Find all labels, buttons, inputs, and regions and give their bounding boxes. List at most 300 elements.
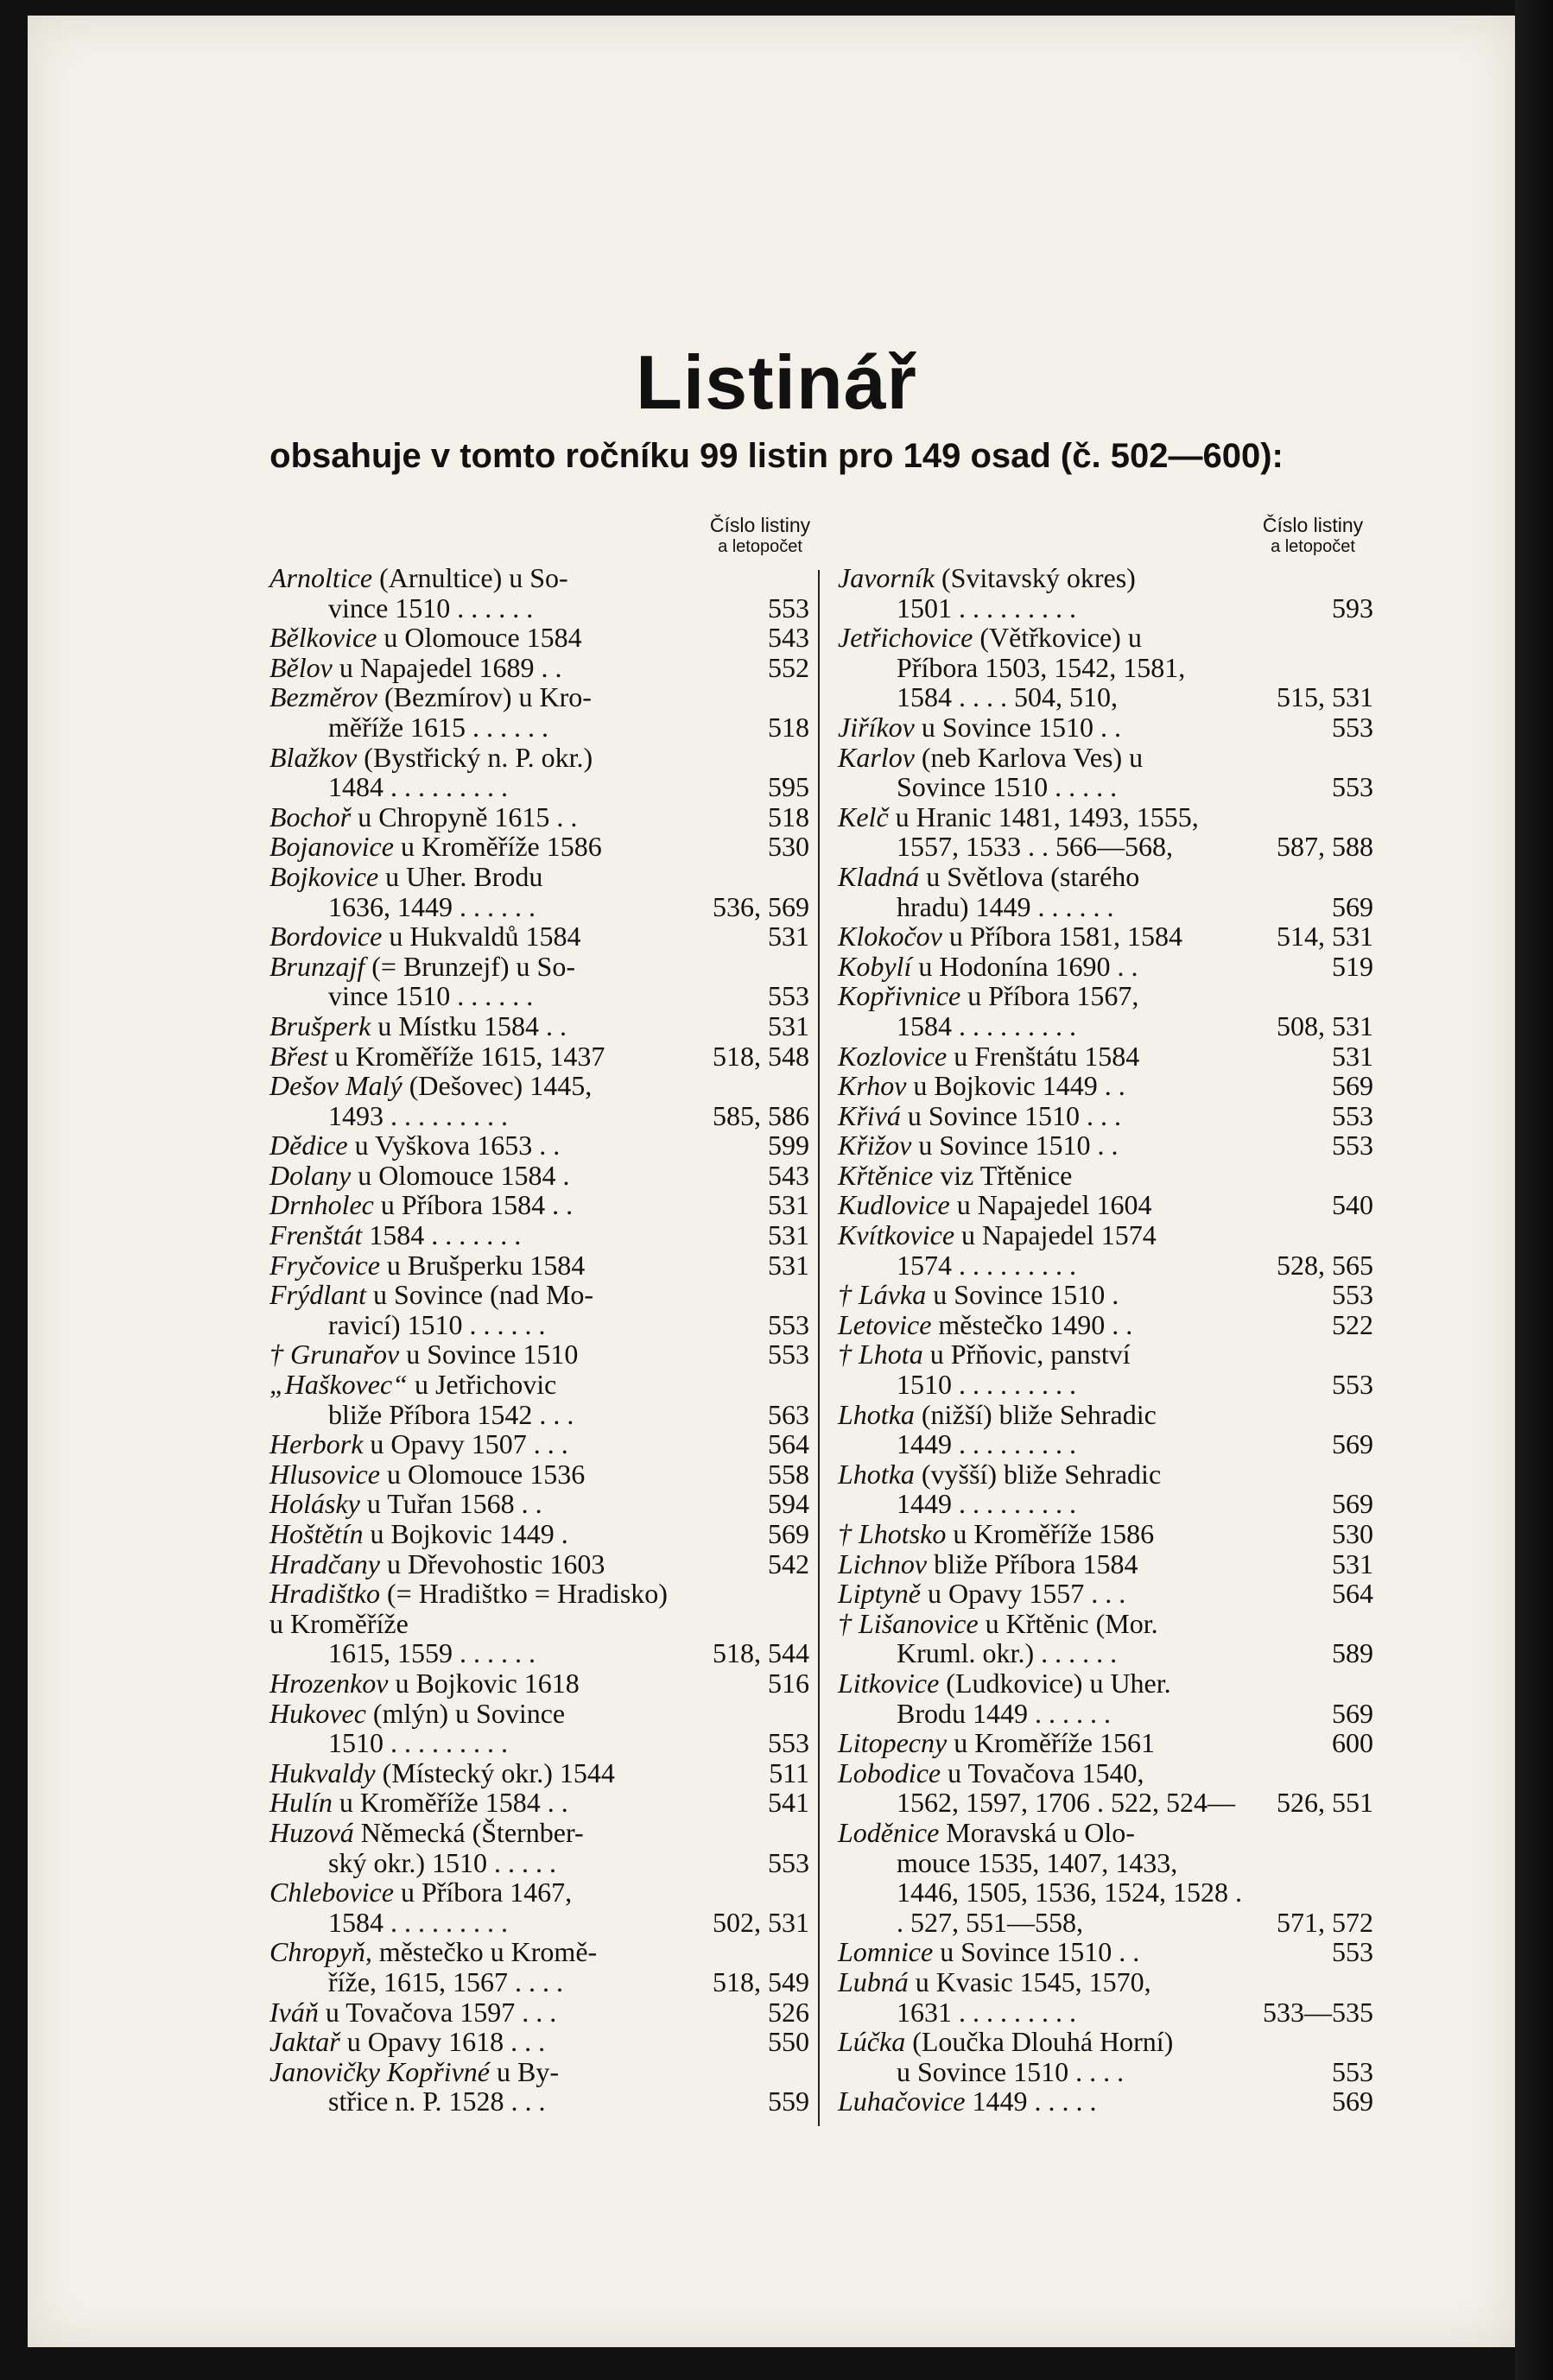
entry-continuation: 1562, 1597, 1706 . 522, 524— <box>897 1787 1235 1819</box>
index-entry <box>838 2027 1373 2086</box>
entry-text <box>269 2057 809 2087</box>
document-number: 515, 531 <box>1277 681 1373 713</box>
entry-description: u Tuřan 1568 . . <box>359 1488 542 1520</box>
document-number: 599 <box>768 1130 809 1162</box>
document-number: 564 <box>1332 1578 1373 1610</box>
index-entry <box>838 1400 1373 1459</box>
entry-continuation: 1631 . . . . . . . . . <box>897 1996 1076 2028</box>
index-entry <box>838 2086 1373 2117</box>
document-number: 542 <box>768 1548 809 1579</box>
index-entry <box>838 623 1373 712</box>
entry-description: (nižší) bliže Sehradic <box>914 1398 1157 1430</box>
entry-description: u Opavy 1507 . . . <box>363 1428 568 1460</box>
entry-description: (mlýn) u Sovince <box>365 1697 566 1729</box>
index-entry <box>269 1937 809 1997</box>
entry-description: u Přňovic, panství <box>922 1339 1131 1370</box>
entry-description: 1449 . . . . . <box>965 2086 1097 2117</box>
document-number: 585, 586 <box>713 1099 809 1131</box>
place-name: Fryčovice <box>269 1249 380 1281</box>
left-header-line2: a letopočet <box>718 537 802 556</box>
document-number: 550 <box>768 2026 809 2058</box>
index-entry <box>269 1429 809 1459</box>
right-column <box>838 563 1373 2117</box>
entry-text <box>269 1161 809 1191</box>
index-entry <box>269 1699 809 1758</box>
entry-text <box>269 1877 809 1908</box>
entry-description: městečko 1490 . . <box>931 1308 1133 1340</box>
document-number: 569 <box>768 1518 809 1549</box>
index-entry <box>838 1459 1373 1519</box>
column-divider <box>818 570 820 2126</box>
entry-text <box>269 802 809 832</box>
place-name: Jiříkov <box>838 711 915 743</box>
document-number: 518, 544 <box>713 1637 809 1669</box>
place-name: † Lávka <box>838 1279 927 1311</box>
index-entry <box>269 1758 809 1788</box>
document-number: 569 <box>1332 1070 1373 1102</box>
place-name: Břest <box>269 1040 328 1072</box>
index-entry <box>269 1220 809 1250</box>
entry-text <box>838 1161 1373 1191</box>
entry-description: bliže Příbora 1584 <box>927 1548 1138 1579</box>
entry-description: u Napajedel 1689 . . <box>332 651 562 683</box>
index-entry <box>838 1668 1373 1728</box>
entry-text <box>269 1339 809 1370</box>
document-number: 589 <box>1332 1637 1373 1669</box>
place-name: Javorník <box>838 562 935 593</box>
document-number: 518, 548 <box>713 1040 809 1072</box>
entry-text <box>269 623 809 653</box>
page-title: Listinář <box>636 339 917 425</box>
entry-continuation: vince 1510 . . . . . . <box>328 980 534 1012</box>
entry-text <box>269 1519 809 1549</box>
page-subtitle: obsahuje v tomto ročníku 99 listin pro 149 osad (č. 502—600): <box>269 437 1284 475</box>
index-entry <box>838 1280 1373 1310</box>
place-name: Hrozenkov <box>269 1667 389 1699</box>
entry-text <box>838 1220 1373 1250</box>
document-number: 587, 588 <box>1277 831 1373 863</box>
index-entry <box>838 1101 1373 1131</box>
entry-text <box>838 1609 1373 1639</box>
entry-description: (neb Karlova Ves) u <box>914 741 1144 773</box>
document-number: 558 <box>768 1458 809 1490</box>
index-entry <box>269 832 809 862</box>
index-entry <box>269 1668 809 1699</box>
document-number: 533—535 <box>1263 1996 1373 2028</box>
document-number: 553 <box>1332 1130 1373 1162</box>
place-name: Liptyně <box>838 1578 921 1610</box>
document-number: 569 <box>1332 1697 1373 1729</box>
place-name: † Lišanovice <box>838 1607 979 1639</box>
entry-text <box>269 1190 809 1220</box>
place-name: Hradčany <box>269 1548 380 1579</box>
place-name: Kozlovice <box>838 1040 948 1072</box>
entry-text <box>269 921 809 952</box>
entry-text <box>269 2027 809 2057</box>
entry-continuation: 1501 . . . . . . . . . <box>897 592 1076 623</box>
entry-text <box>838 1190 1373 1220</box>
entry-text <box>838 1459 1373 1490</box>
place-name: Arnoltice <box>269 562 373 593</box>
entry-text <box>838 1668 1373 1699</box>
entry-text <box>269 682 809 712</box>
place-name: Chropyň, <box>269 1936 372 1968</box>
index-entry <box>269 1489 809 1519</box>
entry-continuation: Brodu 1449 . . . . . . <box>897 1697 1111 1729</box>
index-entry <box>838 1041 1373 1072</box>
document-number: 531 <box>768 1010 809 1041</box>
index-entry <box>838 862 1373 921</box>
entry-description: městečko u Kromě- <box>371 1936 598 1968</box>
entry-text <box>838 1310 1373 1340</box>
place-name: Bojkovice <box>269 860 379 892</box>
index-entry <box>269 1130 809 1161</box>
document-number: 531 <box>768 1219 809 1251</box>
index-entry <box>838 743 1373 802</box>
place-name: Luhačovice <box>838 2086 966 2117</box>
right-header-line1: Číslo listiny <box>1262 514 1364 536</box>
entry-continuation: 1484 . . . . . . . . . <box>328 771 508 803</box>
entry-description: u Olomouce 1536 <box>379 1458 586 1490</box>
entry-description: 1584 . . . . . . . <box>362 1219 522 1251</box>
document-number: 553 <box>768 1339 809 1370</box>
entry-continuation: 1636, 1449 . . . . . . <box>328 890 536 922</box>
document-number: 553 <box>768 1846 809 1878</box>
entry-description: u Sovince 1510 . . <box>914 711 1121 743</box>
document-number: 553 <box>768 980 809 1012</box>
entry-continuation: ský okr.) 1510 . . . . . <box>328 1846 556 1878</box>
entry-continuation: 1574 . . . . . . . . . <box>897 1249 1076 1281</box>
entry-description: (Svitavský okres) <box>934 562 1136 593</box>
entry-description: u Bojkovic 1449 . . <box>906 1070 1125 1102</box>
entry-text <box>838 952 1373 982</box>
index-entry <box>269 1190 809 1220</box>
document-number: 552 <box>768 651 809 683</box>
left-header-line1: Číslo listiny <box>709 514 811 536</box>
entry-text <box>838 1130 1373 1161</box>
entry-text <box>838 2027 1373 2057</box>
place-name: Bordovice <box>269 921 383 953</box>
entry-text <box>838 1967 1373 1997</box>
entry-description: u Příbora 1567, <box>960 980 1139 1012</box>
document-number: 569 <box>1332 2086 1373 2117</box>
document-number: 600 <box>1332 1727 1373 1759</box>
index-entry <box>838 712 1373 743</box>
entry-continuation: 1449 . . . . . . . . . <box>897 1428 1076 1460</box>
left-column <box>269 563 809 2117</box>
entry-text <box>838 1758 1373 1788</box>
entry-text <box>269 1250 809 1281</box>
entry-description: (Větřkovice) u <box>973 622 1142 654</box>
place-name: Litkovice <box>838 1667 940 1699</box>
entry-text <box>269 1429 809 1459</box>
entry-text <box>269 1668 809 1699</box>
index-entry <box>269 2027 809 2057</box>
place-name: Jaktař <box>269 2026 340 2058</box>
entry-text <box>269 1489 809 1519</box>
place-name: Křivá <box>838 1099 901 1131</box>
entry-description: u Kroměříže 1586 <box>393 831 602 863</box>
place-name: Bochoř <box>269 801 352 832</box>
entry-continuation: říže, 1615, 1567 . . . . <box>328 1965 563 1997</box>
entry-description: (Ludkovice) u Uher. <box>939 1667 1171 1699</box>
place-name: Hradištko <box>269 1578 380 1610</box>
entry-text <box>269 563 809 593</box>
place-name: Dešov Malý <box>269 1070 403 1102</box>
place-name: Bojanovice <box>269 831 394 863</box>
index-entry <box>838 1728 1373 1758</box>
entry-continuation: ravicí) 1510 . . . . . . <box>328 1308 546 1340</box>
entry-text <box>269 1758 809 1788</box>
document-number: 518, 549 <box>713 1965 809 1997</box>
index-entry <box>269 802 809 832</box>
place-name: „Haškovec“ <box>269 1369 408 1401</box>
entry-description: u Uher. Brodu <box>378 860 543 892</box>
entry-description: u Chropyně 1615 . . <box>351 801 578 832</box>
document-number: 528, 565 <box>1277 1249 1373 1281</box>
entry-description: u Sovince 1510 . . . <box>900 1099 1121 1131</box>
entry-description: u Místku 1584 . . <box>371 1010 567 1041</box>
entry-description: u Napajedel 1604 <box>949 1189 1152 1221</box>
index-entry <box>269 1459 809 1490</box>
entry-text <box>838 1280 1373 1310</box>
place-name: Křižov <box>838 1130 912 1162</box>
document-number: 553 <box>1332 771 1373 803</box>
document-number: 553 <box>1332 1279 1373 1311</box>
place-name: Bělov <box>269 651 333 683</box>
entry-continuation: 1449 . . . . . . . . . <box>897 1488 1076 1520</box>
entry-text <box>269 862 809 892</box>
entry-description: u Sovince 1510 <box>399 1339 579 1370</box>
document-number: 553 <box>1332 2055 1373 2087</box>
entry-continuation: Sovince 1510 . . . . . <box>897 771 1118 803</box>
entry-description: u Sovince 1510 . . <box>911 1130 1119 1162</box>
index-entry <box>838 1967 1373 2027</box>
index-entry <box>269 1071 809 1130</box>
document-number: 519 <box>1332 950 1373 982</box>
document-number: 553 <box>768 592 809 623</box>
entry-description: u Sovince 1510 . . <box>933 1936 1140 1968</box>
index-entry <box>269 1041 809 1072</box>
entry-text <box>269 1220 809 1250</box>
place-name: Dědice <box>269 1130 348 1162</box>
entry-text <box>838 1400 1373 1430</box>
entry-description: u Hodonína 1690 . . <box>911 950 1138 982</box>
place-name: Chlebovice <box>269 1877 394 1908</box>
entry-description: u Kroměříže 1615, 1437 <box>327 1040 605 1072</box>
entry-text <box>269 743 809 773</box>
index-entry <box>838 1609 1373 1668</box>
index-entry <box>269 1280 809 1339</box>
document-number: 594 <box>768 1488 809 1520</box>
index-entry <box>838 802 1373 862</box>
place-name: Drnholec <box>269 1189 374 1221</box>
index-entry <box>269 952 809 1011</box>
place-name: Lhotka <box>838 1398 915 1430</box>
index-entry <box>269 862 809 921</box>
document-number: 511 <box>769 1757 809 1788</box>
entry-description: u Kroměříže 1586 <box>946 1518 1155 1549</box>
place-name: Karlov <box>838 741 915 773</box>
index-entry <box>838 1549 1373 1579</box>
entry-continuation: Kruml. okr.) . . . . . . <box>897 1637 1118 1669</box>
entry-description: u Světlova (starého <box>919 860 1140 892</box>
place-name: Kopřivnice <box>838 980 961 1012</box>
index-entry <box>838 1937 1373 1967</box>
document-number: 516 <box>768 1667 809 1699</box>
place-name: Brunzajf <box>269 950 365 982</box>
entry-text <box>838 862 1373 892</box>
entry-continuation: střice n. P. 1528 . . . <box>328 2086 546 2117</box>
place-name: Letovice <box>838 1308 932 1340</box>
document-number: 536, 569 <box>713 890 809 922</box>
entry-description: u Jetřichovic <box>407 1369 557 1401</box>
index-entry <box>269 623 809 653</box>
place-name: Bělkovice <box>269 622 377 654</box>
document-number: 559 <box>768 2086 809 2117</box>
document-number: 553 <box>768 1727 809 1759</box>
entry-description: (Loučka Dlouhá Horní) <box>905 2026 1174 2058</box>
document-number: 569 <box>1332 890 1373 922</box>
document-number: 571, 572 <box>1277 1906 1373 1938</box>
place-name: Kobylí <box>838 950 912 982</box>
index-entry <box>838 1220 1373 1280</box>
index-entry <box>269 743 809 802</box>
entry-description: u Vyškova 1653 . . <box>347 1130 561 1162</box>
entry-description: u Sovince (nad Mo- <box>365 1279 594 1311</box>
left-column-header <box>674 515 846 558</box>
entry-description: u Tovačova 1540, <box>941 1757 1144 1788</box>
index-entry <box>269 1519 809 1549</box>
document-number: 553 <box>1332 1099 1373 1131</box>
document-number: 531 <box>1332 1040 1373 1072</box>
place-name: Křtěnice <box>838 1159 934 1191</box>
document-number: 564 <box>768 1428 809 1460</box>
entry-text <box>838 1549 1373 1579</box>
index-entry <box>838 1818 1373 1937</box>
place-name: Lhotka <box>838 1458 915 1490</box>
index-entry <box>838 1579 1373 1609</box>
entry-description: Německá (Šternber- <box>353 1816 584 1848</box>
entry-description: Moravská u Olo- <box>939 1816 1135 1848</box>
entry-text <box>838 1937 1373 1967</box>
index-entry <box>269 1250 809 1281</box>
index-entry <box>838 1339 1373 1399</box>
entry-text <box>838 1519 1373 1549</box>
entry-description: u Hranic 1481, 1493, 1555, <box>888 801 1199 832</box>
document-number: 553 <box>768 1308 809 1340</box>
entry-description: viz Třtěnice <box>933 1159 1073 1191</box>
entry-text <box>838 743 1373 773</box>
place-name: Lúčka <box>838 2026 906 2058</box>
entry-text <box>269 1818 809 1848</box>
entry-text <box>838 1728 1373 1758</box>
place-name: Hoštětín <box>269 1518 364 1549</box>
place-name: Frýdlant <box>269 1279 366 1311</box>
index-entry <box>269 1997 809 2028</box>
place-name: Herbork <box>269 1428 364 1460</box>
entry-continuation: 1510 . . . . . . . . . <box>897 1369 1076 1401</box>
entry-text <box>269 1370 809 1400</box>
document-number: 530 <box>768 831 809 863</box>
entry-description: u Napajedel 1574 <box>954 1219 1157 1251</box>
entry-description: (= Hradištko = Hradisko) u Kroměříže <box>269 1578 668 1639</box>
document-number: 553 <box>1332 1369 1373 1401</box>
document-number: 518 <box>768 711 809 743</box>
entry-description: (Arnultice) u So- <box>372 562 568 593</box>
index-entry <box>838 1519 1373 1549</box>
entry-text <box>838 1041 1373 1072</box>
index-entry <box>269 1339 809 1370</box>
index-entry <box>269 1877 809 1937</box>
entry-continuation: 1557, 1533 . . 566—568, <box>897 831 1173 863</box>
entry-text <box>269 1459 809 1490</box>
index-entry <box>838 981 1373 1041</box>
entry-text <box>838 2086 1373 2117</box>
place-name: Krhov <box>838 1070 907 1102</box>
document-number: 563 <box>768 1398 809 1430</box>
entry-text <box>838 1579 1373 1609</box>
entry-continuation: mouce 1535, 1407, 1433, 1446, 1505, 1536, 1524, 1528 . . 527, 551—558, <box>897 1846 1242 1938</box>
document-number: 518 <box>768 801 809 832</box>
place-name: Kvítkovice <box>838 1219 955 1251</box>
entry-description: u Olomouce 1584 . <box>351 1159 570 1191</box>
index-entry <box>269 1788 809 1818</box>
entry-text <box>269 1130 809 1161</box>
entry-text <box>269 1280 809 1310</box>
entry-description: u Příbora 1581, 1584 <box>941 921 1183 953</box>
entry-text <box>838 1071 1373 1101</box>
place-name: Iváň <box>269 1996 319 2028</box>
entry-description: u Frenštátu 1584 <box>947 1040 1140 1072</box>
entry-text <box>269 653 809 683</box>
entry-description: u Bojkovic 1618 <box>388 1667 580 1699</box>
index-entry <box>269 653 809 683</box>
place-name: Lichnov <box>838 1548 928 1579</box>
entry-description: (Místecký okr.) 1544 <box>375 1757 615 1788</box>
entry-description: u Sovince 1510 . <box>926 1279 1119 1311</box>
right-header-line2: a letopočet <box>1271 537 1355 556</box>
document-number: 569 <box>1332 1428 1373 1460</box>
entry-description: u Kroměříže 1561 <box>947 1727 1155 1759</box>
entry-description: (vyšší) bliže Sehradic <box>914 1458 1162 1490</box>
index-entry <box>838 1758 1373 1818</box>
entry-text <box>269 952 809 982</box>
document-number: 531 <box>768 921 809 953</box>
entry-description: (Bezmírov) u Kro- <box>377 681 592 713</box>
entry-description: u Příbora 1584 . . <box>373 1189 574 1221</box>
document-number: 543 <box>768 1159 809 1191</box>
index-entry <box>269 1370 809 1429</box>
place-name: Hulín <box>269 1787 333 1819</box>
entry-text <box>838 1339 1373 1370</box>
place-name: Holásky <box>269 1488 360 1520</box>
index-entry <box>838 921 1373 952</box>
entry-description: u By- <box>490 2055 559 2087</box>
entry-continuation: bliže Příbora 1542 . . . <box>328 1398 574 1430</box>
entry-text <box>269 1997 809 2028</box>
entry-description: u Kvasic 1545, 1570, <box>908 1965 1151 1997</box>
entry-text <box>838 1818 1373 1848</box>
place-name: Bezměrov <box>269 681 377 713</box>
place-name: Hlusovice <box>269 1458 380 1490</box>
document-number: 569 <box>1332 1488 1373 1520</box>
entry-description: u Opavy 1557 . . . <box>920 1578 1126 1610</box>
entry-description: u Křtěnic (Mor. <box>978 1607 1158 1639</box>
entry-description: u Dřevohostic 1603 <box>379 1548 605 1579</box>
document-number: 531 <box>768 1189 809 1221</box>
index-entry <box>838 1161 1373 1191</box>
